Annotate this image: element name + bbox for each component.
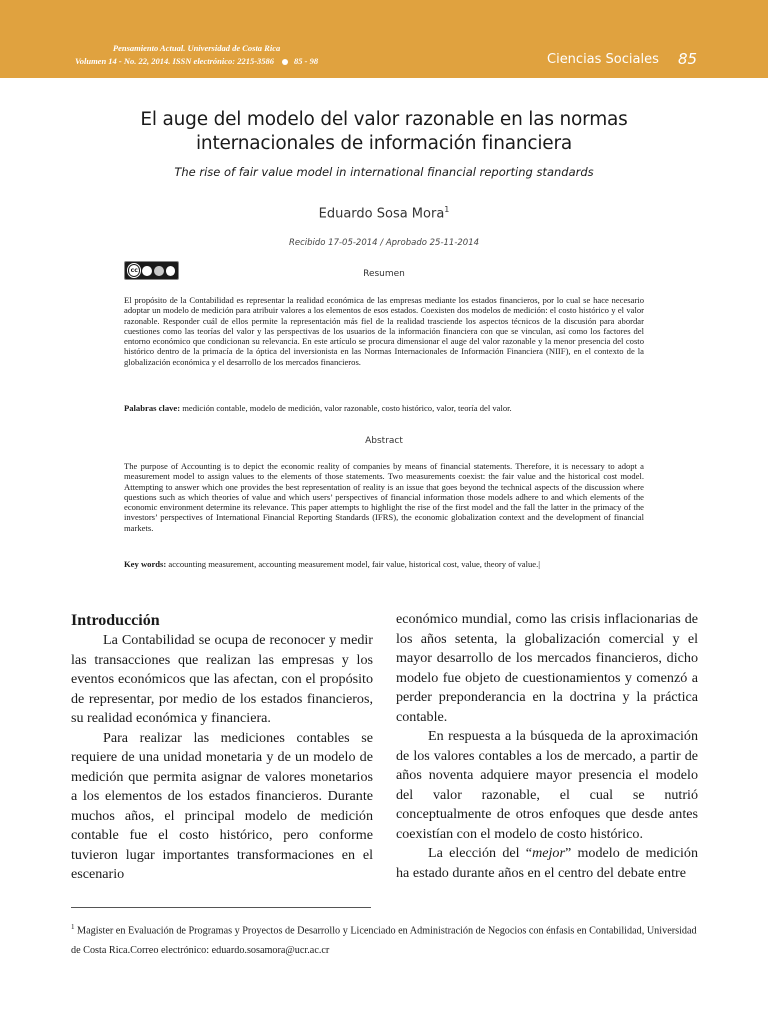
received-approved-dates: Recibido 17-05-2014 / Aprobado 25-11-2014 [288,238,480,248]
resumen-heading: Resumen [363,269,405,279]
title-line1: El auge del modelo del valor razonable en las normas [140,109,628,130]
author-footnote-mark: 1 [444,205,450,214]
resumen-keywords [124,403,644,414]
abstract-keywords [124,559,644,570]
body-column-right [396,610,698,883]
abstract-text: The purpose of Accounting is to depict the economic reality of companies by means of financial statements. Therefore, it is necessary to adopt a measurement model to assign values to the elements of those statements. Two measurements coexist: the fair value and the historical cost model. Attempting to answer which one provides the best representation of reality is an issue that goes beyond the technical aspects of the discussion where questions such as which theories of value and which users’ perspectives of financial information those models adhere to and which elements of the economic environment determine its relevance. This paper attempts to highlight the rise of the first model and the fall the latter in the primacy of the investors’ perspectives of International Financial Reporting Standards (IFRS), the economic globalization context and the development of financial markets. [124,461,644,533]
page-number: 85 [678,50,698,68]
journal-info [75,42,318,68]
paragraph: Para realizar las mediciones contables se requiere de una unidad monetaria y de un modelo de medición que permita asignar de valores monetarios a los elementos de los estados financieros. Durante muchos años, el principal modelo de medición contable fue el costo histórico, pero conforme tuvieron lugar importantes transformaciones en el escenario [71,729,373,882]
footnote-text: Magister en Evaluación de Programas y Proyectos de Desarrollo y Licenciado en Administración de Negocios con énfasis en Contabilidad, Universidad de Costa Rica.Correo electrónico: eduardo.sosamora@ucr.ac.cr [71,925,697,957]
keywords-value-en: accounting measurement, accounting measurement model, fair value, historical cost, value, theory of value.| [166,559,540,569]
paragraph: En respuesta a la búsqueda de la aproximación de los valores contables a los de mercado, a partir de años noventa adquiere mayor presencia el modelo del valor razonable, el cual se nutrió conceptualmente de otros enfoques que desde antes coexistían con el modelo de costo histórico. [396,728,698,842]
paragraph: económico mundial, como las crisis inflacionarias de los años setenta, la globalización comercial y el mayor desarrollo de los mercados financieros, dicho modelo fue objeto de cuestionamientos y comenzó a perder preponderancia en la doctrina y la práctica contable. [396,611,698,725]
paragraph-part: La elección del “ [428,845,533,861]
journal-line1: Pensamiento Actual. Universidad de Costa Rica [112,43,281,53]
article-subtitle: The rise of fair value model in international financial reporting standards [174,165,594,179]
body-column-left [71,610,373,885]
author-name [60,205,708,221]
abstract-heading: Abstract [365,436,403,446]
emphasis-text: mejor [532,845,565,861]
keywords-label-en: Key words: [124,559,167,569]
paragraph [396,844,698,883]
title-line2: internacionales de información financiera [195,133,573,154]
journal-pages: 85 - 98 [294,56,319,66]
resumen-text: El propósito de la Contabilidad es representar la realidad económica de las empresas mediante los estados financieros, por lo cual se hace necesario adoptar un modelo de medición para atribuir valores a los elementos de esos estados. Coexisten dos modelos de medición: el costo histórico y el valor razonable. Responder cuál de ellos permite la representación más fiel de la realidad trasciende los aspectos técnicos de la discusión para abordar cuestiones como las teorías del valor y las perspectivas de los usuarios de la información financiera con que se vinculan, así como los factores del entorno económico que condicionan su relevancia. En este artículo se procura dimensionar el auge del valor razonable y la menor presencia del costo histórico dentro de la primacía de la óptica del inversionista en las Normas Internacionales de Información Financiera (NIIF), en el contexto de la globalización económica y el desarrollo de los mercados financieros. [124,295,644,367]
author-text: Eduardo Sosa Mora [318,206,445,222]
journal-line2: Volumen 14 - No. 22, 2014. ISSN electrónico: 2215-3586 [75,56,275,66]
keywords-value: medición contable, modelo de medición, valor razonable, costo histórico, valor, teoría del valor. [180,403,512,413]
footnote [71,917,701,961]
footnote-divider [71,907,371,908]
paragraph-part: ” modelo de medición ha estado durante años en el centro del debate entre [396,845,698,881]
bullet-icon [282,59,288,65]
section-title: Introducción [71,612,160,629]
article-title [60,108,708,156]
keywords-label: Palabras clave: [124,403,181,413]
cc-icon: cc [128,264,140,277]
paragraph: La Contabilidad se ocupa de reconocer y medir las transacciones que realizan las empresas y los eventos económicos que las afectan, con el propósito de representar, por medio de los estados financieros, su realidad económica y financiera. [71,632,373,726]
footnote-mark: 1 [71,923,75,931]
section-label: Ciencias Sociales [547,52,659,67]
